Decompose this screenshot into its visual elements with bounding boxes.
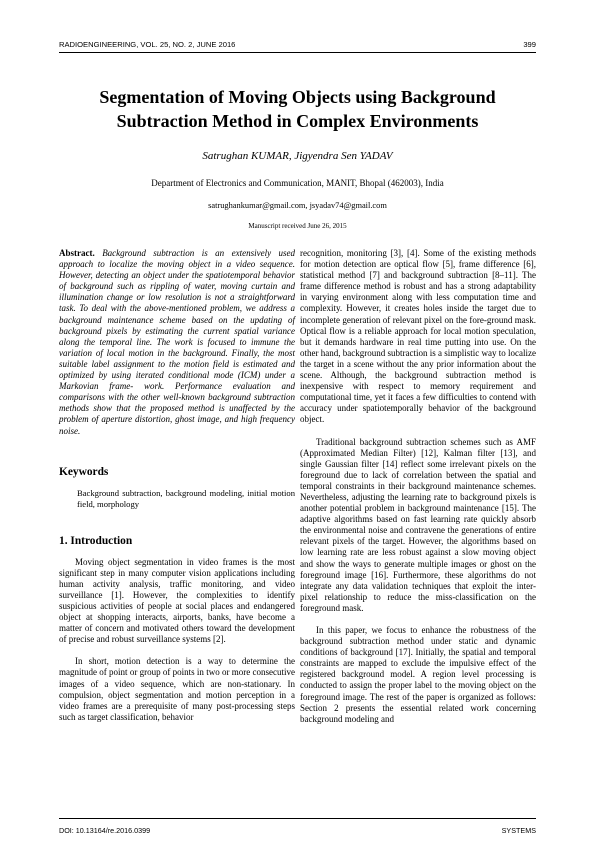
abstract — [59, 248, 295, 437]
paper-affiliation: Department of Electronics and Communication, MANIT, Bhopal (462003), India — [151, 178, 444, 188]
keywords-text: Background subtraction, background modeling, initial motion field, morphology — [77, 487, 295, 509]
journal-name: RADIOENGINEERING, VOL. 25, NO. 2, JUNE 2016 — [59, 40, 236, 49]
introduction-heading: 1. Introduction — [59, 534, 133, 547]
intro-paragraph: In short, motion detection is a way to determine the magnitude of point or group of points in two or more consecutive images of a video sequence, which are non-stationary. In compulsion, object segmentation and motion perception in a video frames are a prerequisite of many post-processing steps such as target classification, behavior — [59, 656, 295, 722]
header-rule — [59, 52, 536, 53]
doi: DOI: 10.13164/re.2016.0399 — [59, 826, 151, 835]
page-number: 399 — [523, 40, 536, 49]
running-header — [59, 40, 536, 52]
abstract-text: Background subtraction is an extensively used approach to localize the moving object in a video sequence. However, detecting an object under the spatiotemporal behavior of background such as rippling of water, moving curtain and illumination change or low resolution is not a straightforward task. To deal with the above-mentioned problem, we address a background maintenance scheme based on the updating of background pixels by estimating the current spatial variance along the temporal line. The work is focused to immune the variation of local motion in the background. Finally, the most suitable label assignment to the motion field is estimated and optimized by using iterated conditional mode (ICM) under a Markovian frame- work. Performance evaluation and comparisons with the other well-known background subtraction methods show that the proposed method is unaffected by the problem of aperture distortion, ghost image, and high frequency noise. — [59, 248, 295, 436]
body-paragraph: In this paper, we focus to enhance the robustness of the background subtraction method under static and dynamic conditions of background [17]. Initially, the spatial and temporal constraints are mapped to exclude the impulsive effect of the registered background model. A region level processing is conducted to assign the proper label to the moving object on the foreground image. The rest of the paper is organized as follows: Section 2 presents the essential related work concerning background modeling and — [300, 625, 536, 724]
abstract-label: Abstract. — [59, 248, 95, 258]
paper-title: Segmentation of Moving Objects using Background Subtraction Method in Complex Environments — [99, 87, 496, 131]
left-column — [59, 248, 295, 723]
body-paragraph: recognition, monitoring [3], [4]. Some of the existing methods for motion detection are optical flow [5], frame difference [6], statistical method [7] and background subtraction [8–11]. The frame difference method is robust and has a strong adaptability in varying environment along with less computation time and complexity. However, it creates holes inside the target due to incomplete generation of relevant pixel on the fore-ground mask. Optical flow is a reliable approach for local motion speculation, but it demands hardware in real time putting into use. On the other hand, background subtraction is a simplistic way to localize the target in a scene without the any prior information about the scene. Although, the background subtraction method is inexpensive with respect to memory requirement and computational time, yet it faces a few difficulties to contend with accuracy under spatiotemporally behavior of the background object. — [300, 248, 536, 425]
intro-paragraph: Moving object segmentation in video frames is the most significant step in many computer vision applications including human activity analysis, traffic monitoring, and video surveillance [1]. However, the complexities to identify suspicious activities of people at social places and endangered object at shopping interacts, airports, banks, have become a matter of concern and motivated others toward the development of precise and robust surveillance systems [2]. — [59, 556, 295, 645]
paper-authors: Satrughan KUMAR, Jigyendra Sen YADAV — [202, 150, 393, 162]
manuscript-received: Manuscript received June 26, 2015 — [248, 222, 347, 230]
footer-rule — [59, 818, 536, 819]
right-column — [300, 248, 536, 725]
keywords-heading: Keywords — [59, 465, 109, 478]
journal-section: SYSTEMS — [501, 826, 536, 835]
author-emails: satrughankumar@gmail.com, jsyadav74@gmail.com — [208, 201, 387, 210]
body-paragraph: Traditional background subtraction schemes such as AMF (Approximated Median Filter) [12], Kalman filter [13], and single Gaussian filter [14] reflect some irrelevant pixels on the foreground due to lack of correlation between the spatial and temporal constraints in their background maintenance schemes. Nevertheless, adjusting the learning rate to background pixels is another potential problem in background maintenance [15]. The adaptive algorithms based on fast learning rate quickly absorb the environmental noise and contravene the generations of entire relevant pixels of the target. However, the algorithms based on low learning rate are less robust against a slow moving object and show the ways to generate multiple images or ghost on the foreground image [16]. Furthermore, these algorithms do not integrate any data validation techniques that exploit the inter-pixel relationship to reduce the miss-classification on the foreground mask. — [300, 436, 536, 613]
